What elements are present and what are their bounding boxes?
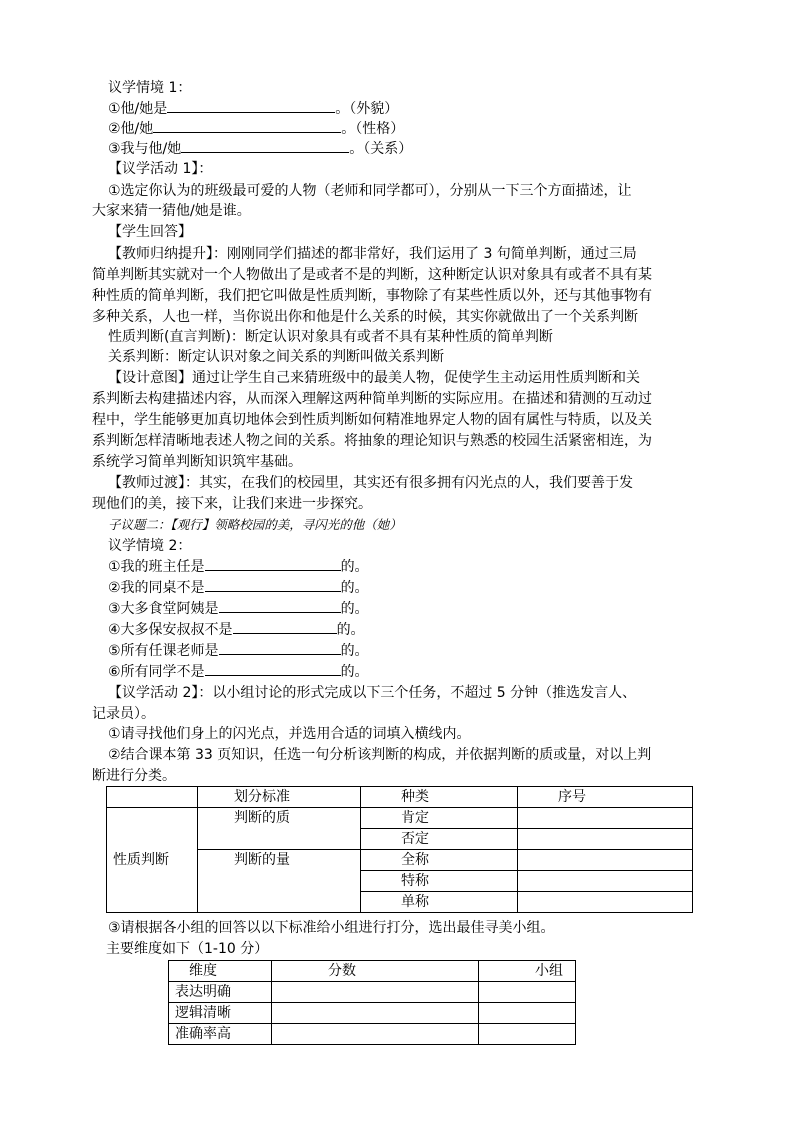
activity2-line2: 记录员）。 (92, 706, 155, 722)
table-row (169, 1003, 576, 1024)
number-input-cell[interactable] (518, 892, 693, 913)
intent-line-3: 程中，学生能够更加真切地体会到性质判断如何精准地界定人物的固有属性与特质，以及关 (92, 412, 652, 428)
group-input-cell[interactable] (479, 1024, 576, 1045)
fill-blank[interactable] (219, 640, 341, 655)
task3: ③请根据各小组的回答以以下标准给小组进行打分，选出最佳寻美小组。 (108, 920, 555, 936)
criterion-quality: 判断的质 (198, 808, 361, 850)
fill-blank[interactable] (167, 98, 335, 113)
table-header-cell: 分数 (272, 961, 479, 982)
activity2-task2a: ②结合课本第 33 页知识，任选一句分析该判断的构成，并依据判断的质或量，对以上判 (108, 747, 652, 763)
summary-line-1: 【教师归纳提升】：刚刚同学们描述的都非常好，我们运用了 3 句简单判断，通过三局 (108, 246, 637, 262)
activity2-task2b: 断进行分类。 (92, 768, 176, 784)
scene2-item: ①我的班主任是 的。 (108, 556, 369, 577)
scene1-heading: 议学情境 1： (108, 80, 192, 96)
table-header-row (169, 961, 576, 982)
kind-cell: 单称 (361, 892, 518, 913)
scoring-table (168, 960, 576, 1045)
dimension-cell: 逻辑清晰 (169, 1003, 272, 1024)
table-header-cell: 种类 (361, 787, 518, 808)
number-input-cell[interactable] (518, 829, 693, 850)
summary-line-3: 种性质的简单判断，我们把它叫做是性质判断，事物除了有某些性质以外，还与其他事物有 (92, 288, 652, 304)
table-row (169, 982, 576, 1003)
fill-blank[interactable] (219, 598, 341, 613)
table-header-cell: 维度 (169, 961, 272, 982)
dimensions-heading: 主要维度如下（1-10 分） (106, 941, 269, 957)
number-input-cell[interactable] (518, 871, 693, 892)
table-header-row (107, 787, 693, 808)
activity1-line2: 大家来猜一猜他/她是谁。 (92, 203, 251, 219)
student-answer: 【学生回答】 (108, 224, 192, 240)
fill-blank[interactable] (181, 138, 349, 153)
scene2-item: ⑥所有同学不是 的。 (108, 661, 369, 682)
summary-line-4: 多种关系，人也一样，当你说出你和他是什么关系的时候，其实你就做出了一个关系判断 (92, 309, 638, 325)
activity2-line1: 【议学活动 2】：以小组讨论的形式完成以下三个任务，不超过 5 分钟（推选发言人、 (108, 685, 637, 701)
scene1-line3: ③我与他/她 。（关系） (108, 138, 412, 159)
criterion-quantity: 判断的量 (198, 850, 361, 913)
dimension-cell: 准确率高 (169, 1024, 272, 1045)
transition-line-2: 现他们的美，接下来，让我们来进一步探究。 (92, 496, 372, 512)
scene1-line1: ①他/她是 。（外貌） (108, 98, 398, 119)
number-input-cell[interactable] (518, 808, 693, 829)
definition-property: 性质判断(直言判断)：断定认识对象具有或者不具有某种性质的简单判断 (108, 329, 553, 345)
kind-cell: 否定 (361, 829, 518, 850)
score-input-cell[interactable] (272, 982, 479, 1003)
fill-blank[interactable] (153, 118, 341, 133)
intent-line-5: 系统学习简单判断知识筑牢基础。 (92, 454, 302, 470)
kind-cell: 肯定 (361, 808, 518, 829)
intent-line-1: 【设计意图】通过让学生自己来猜班级中的最美人物，促使学生主动运用性质判断和关 (108, 370, 640, 386)
table-header-cell: 小组 (479, 961, 576, 982)
row-label: 性质判断 (107, 808, 198, 913)
fill-blank[interactable] (205, 661, 341, 676)
scene1-line2: ②他/她 。（性格） (108, 118, 404, 139)
scene2-item: ⑤所有任课老师是 的。 (108, 640, 369, 661)
dimension-cell: 表达明确 (169, 982, 272, 1003)
table-row (169, 1024, 576, 1045)
group-input-cell[interactable] (479, 982, 576, 1003)
table-header-cell: 划分标准 (198, 787, 361, 808)
scene2-item: ④大多保安叔叔不是 的。 (108, 619, 365, 640)
score-input-cell[interactable] (272, 1024, 479, 1045)
table-header-cell: 序号 (518, 787, 693, 808)
fill-blank[interactable] (205, 577, 341, 592)
group-input-cell[interactable] (479, 1003, 576, 1024)
kind-cell: 全称 (361, 850, 518, 871)
subtopic-2: 子议题二：【观行】领略校园的美，寻闪光的他（她） (108, 517, 402, 532)
kind-cell: 特称 (361, 871, 518, 892)
intent-line-2: 系判断去构建描述内容，从而深入理解这两种简单判断的实际应用。在描述和猜测的互动过 (92, 391, 652, 407)
number-input-cell[interactable] (518, 850, 693, 871)
classification-table (106, 786, 693, 913)
fill-blank[interactable] (233, 619, 337, 634)
fill-blank[interactable] (205, 556, 341, 571)
table-row (107, 808, 693, 829)
scene2-item: ②我的同桌不是 的。 (108, 577, 369, 598)
definition-relation: 关系判断：断定认识对象之间关系的判断叫做关系判断 (108, 349, 444, 365)
activity1-line1: ①选定你认为的班级最可爱的人物（老师和同学都可），分别从一下三个方面描述，让 (108, 183, 632, 199)
activity2-task1: ①请寻找他们身上的闪光点，并选用合适的词填入横线内。 (108, 726, 471, 742)
scene2-heading: 议学情境 2： (108, 538, 192, 554)
intent-line-4: 系判断怎样清晰地表述人物之间的关系。将抽象的理论知识与熟悉的校园生活紧密相连，为 (92, 433, 652, 449)
activity1-heading: 【议学活动 1】： (108, 161, 213, 177)
table-header-cell (107, 787, 198, 808)
scene2-item: ③大多食堂阿姨是 的。 (108, 598, 369, 619)
transition-line-1: 【教师过渡】：其实，在我们的校园里，其实还有很多拥有闪光点的人，我们要善于发 (108, 475, 633, 491)
score-input-cell[interactable] (272, 1003, 479, 1024)
summary-line-2: 简单判断其实就对一个人物做出了是或者不是的判断，这种断定认识对象具有或者不具有某 (92, 267, 652, 283)
